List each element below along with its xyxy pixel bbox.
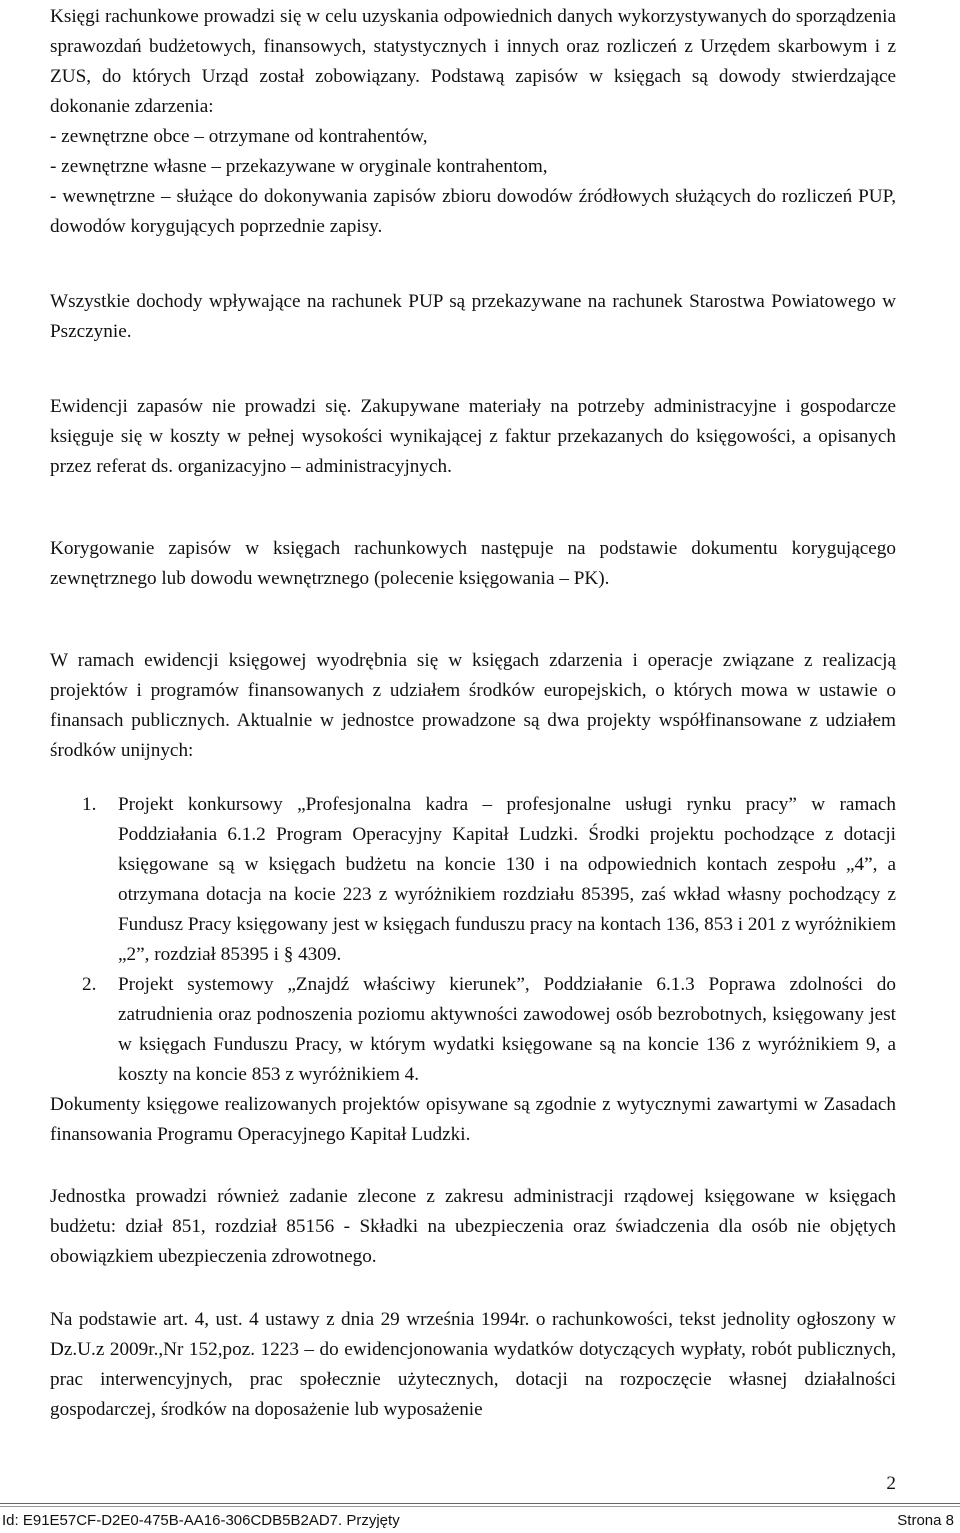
paragraph-dochody: Wszystkie dochody wpływające na rachunek PUP są przekazywane na rachunek Starostwa Powiatowego w Pszczynie. [50,291,896,342]
paragraph-ewidencja: W ramach ewidencji księgowej wyodrębnia się w księgach zdarzenia i operacje związane z realizacją projektów i programów finansowanych z udziałem środków europejskich, o których mowa w ustawie o finansach publicznych. Aktualnie w jednostce prowadzone są dwa projekty współfinansowane z udziałem środków unijnych: [50,650,896,761]
footer-divider [0,1503,960,1504]
intro-item-external-own: - zewnętrzne własne – przekazywane w oryginale kontrahentom, [50,156,548,177]
intro-paragraph: Księgi rachunkowe prowadzi się w celu uzyskania odpowiednich danych wykorzystywanych do sporządzenia sprawozdań budżetowych, finansowych, statystycznych i innych oraz rozliczeń z Urzędem skarbowym i z ZUS, do których Urząd został zobowiązany. Podstawą zapisów w księgach są dowody stwierdzające dokonanie zdarzenia: [50,6,896,117]
page-number: 2 [886,1473,896,1494]
footer-page-label: Strona 8 [897,1512,954,1529]
paragraph-podstawa: Na podstawie art. 4, ust. 4 ustawy z dnia 29 września 1994r. o rachunkowości, tekst jednolity ogłoszony w Dz.U.z 2009r.,Nr 152,poz. 1223 – do ewidencjonowania wydatków dotyczących wypłaty, robót publicznych, prac interwencyjnych, prac społecznie użytecznych, dotacji na rozpoczęcie własnej działalności gospodarczej, środków na doposażenie lub wyposażenie [50,1309,896,1420]
project-number: 2. [82,974,97,995]
paragraph-zapasy: Ewidencji zapasów nie prowadzi się. Zakupywane materiały na potrzeby administracyjne i gospodarcze księguje się w koszty w pełnej wysokości wynikającej z faktur przekazanych do księgowości, a opisanych przez referat ds. organizacyjno – administracyjnych. [50,396,896,477]
projects-list [50,790,896,1090]
project-item [50,790,896,970]
project-number: 1. [82,794,97,815]
project-text: Projekt konkursowy „Profesjonalna kadra – profesjonalne usługi rynku pracy” w ramach Poddziałania 6.1.2 Program Operacyjny Kapitał Ludzki. Środki projektu pochodzące z dotacji księgowane są w księgach budżetu na koncie 130 i na odpowiednich kontach zespołu „4”, a otrzymana dotacja na kocie 223 z wyróżnikiem rozdziału 85395, zaś wkład własny pochodzący z Fundusz Pracy księgowany jest w księgach funduszu pracy na kontach 136, 853 i 201 z wyróżnikiem „2”, rozdział 85395 i § 4309. [118,794,896,965]
intro-item-internal: - wewnętrzne – służące do dokonywania zapisów zbioru dowodów źródłowych służących do rozliczeń PUP, dowodów korygujących poprzednie zapisy. [50,186,896,237]
intro-item-external-foreign: - zewnętrzne obce – otrzymane od kontrahentów, [50,126,428,147]
footer-document-id: Id: E91E57CF-D2E0-475B-AA16-306CDB5B2AD7. Przyjęty [2,1512,400,1529]
document-page [50,0,896,1425]
footer-divider-secondary [0,1506,960,1507]
paragraph-dokumenty: Dokumenty księgowe realizowanych projektów opisywane są zgodnie z wytycznymi zawartymi w Zasadach finansowania Programu Operacyjnego Kapitał Ludzki. [50,1094,896,1145]
paragraph-korygowanie: Korygowanie zapisów w księgach rachunkowych następuje na podstawie dokumentu korygującego zewnętrznego lub dowodu wewnętrznego (polecenie księgowania – PK). [50,538,896,589]
paragraph-zadanie: Jednostka prowadzi również zadanie zlecone z zakresu administracji rządowej księgowane w księgach budżetu: dział 851, rozdział 85156 - Składki na ubezpieczenia oraz świadczenia dla osób nie objętych obowiązkiem ubezpieczenia zdrowotnego. [50,1186,896,1267]
project-item [50,970,896,1090]
project-text: Projekt systemowy „Znajdź właściwy kierunek”, Poddziałanie 6.1.3 Poprawa zdolności do zatrudnienia oraz podnoszenia poziomu aktywności zawodowej osób bezrobotnych, księgowany jest w księgach Funduszu Pracy, w którym wydatki księgowane są na koncie 136 z wyróżnikiem 9, a koszty na koncie 853 z wyróżnikiem 4. [118,974,896,1085]
